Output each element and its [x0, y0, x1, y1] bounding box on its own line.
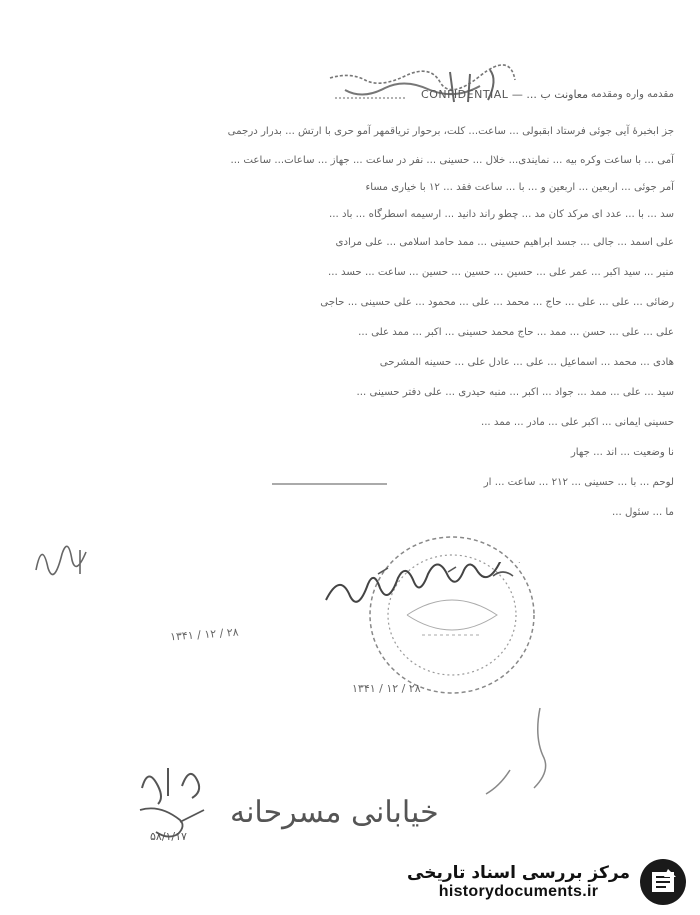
body-line-10: سید ... علی ... ممد ... جواد ... اکبر ... منبه حیدری ... علی دفتر حسینی ... — [356, 387, 674, 398]
handwritten-name: خیابانی مسرحانه — [230, 795, 439, 830]
body-line-14: ما ... سئول ... — [612, 507, 674, 518]
bottom-date: ۵۸/۱/۱۷ — [150, 830, 187, 843]
margin-scribble — [28, 530, 98, 580]
side-scribble — [470, 700, 560, 810]
watermark-url: historydocuments.ir — [438, 883, 599, 900]
body-line-7: رضائی ... علی ... علی ... حاج ... محمد ... علی ... محمود ... علی حسینی ... حاجی — [320, 297, 674, 308]
header-title: معاونت ب ... — CONFIDENTIAL — [421, 88, 588, 101]
archive-logo-icon — [638, 857, 688, 907]
body-line-12: نا وضعیت ... اند ... جهار — [570, 447, 674, 458]
body-line-2: آمی ... با ساعت وکره بیه ... نمایندی... خلال ... حسینی ... نفر در ساعت ... جهاز ... ساعات... ساعت ... — [230, 155, 674, 166]
underline-rule — [270, 478, 390, 488]
signature-cursive — [318, 562, 548, 617]
body-line-8: علی ... علی ... حسن ... ممد ... حاج محمد حسینی ... اکبر ... ممد علی ... — [358, 327, 674, 338]
body-line-11: حسینی ایمانی ... اکبر علی ... مادر ... ممد ... — [480, 417, 674, 428]
body-line-9: هادی ... محمد ... اسماعیل ... علی ... عادل علی ... حسینه المشرحی — [379, 357, 674, 368]
body-line-5: علی اسمد ... جالی ... جسد ابراهیم حسینی ... ممد حامد اسلامی ... علی مرادی — [335, 237, 674, 248]
watermark-title: مرکز بررسی اسناد تاریخی — [407, 863, 630, 883]
watermark — [407, 857, 688, 907]
body-line-4: سد ... با ... عدد ای مرکد کان مد ... چطو راند دانید ... ارسیمه اسطرگاه ... باد ... — [329, 209, 674, 220]
bottom-number — [150, 770, 152, 771]
body-line-0: مقدمه واره ومقدمه — [590, 89, 674, 100]
body-line-1: جز ابخبرۀ آیی جوئی فرستاد ابقبولی ... ساعت... کلت، برحوار تریاقمهر آمو حری با ارتش ... بدرار درجمی — [227, 126, 674, 137]
body-line-13: لوحم ... با ... حسینی ... ۲۱۲ ... ساعت ... ار — [483, 477, 674, 488]
date-stamp-2: ۱۳۴۱ / ۱۲ / ۲۸ — [352, 682, 421, 695]
date-stamp-1: ۱۳۴۱ / ۱۲ / ۲۸ — [169, 625, 240, 644]
body-line-6: منیر ... سید اکبر ... عمر علی ... حسین ... حسین ... حسین ... ساعت ... حسد ... — [328, 267, 674, 278]
body-line-3: آمر جوئی ... اربعین ... اربعین و ... با ... ساعت فقد ... ۱۲ با خیاری مساء — [365, 182, 674, 193]
